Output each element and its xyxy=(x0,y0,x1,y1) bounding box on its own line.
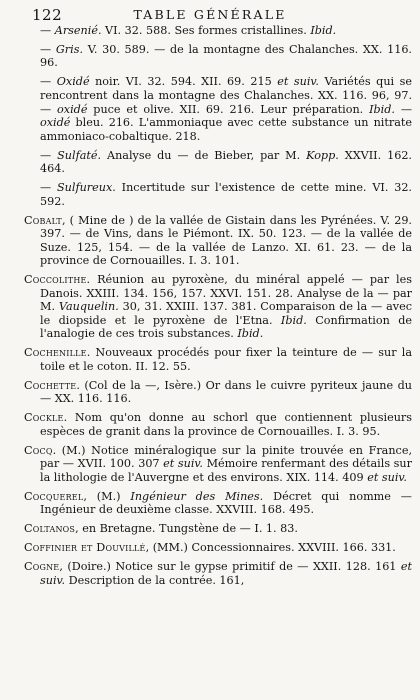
entry-headword: Cocquerel xyxy=(24,489,84,503)
index-entry xyxy=(24,379,412,406)
index-subentry xyxy=(24,24,412,38)
entry-text: . (Col de la —, Isère.) Or dans le cuivre pyriteux jaune du — XX. 116. 116. xyxy=(40,378,412,406)
entry-text: — xyxy=(40,42,56,56)
entry-headword: Coltanos xyxy=(24,522,76,536)
entry-headword: Cochette xyxy=(24,378,77,392)
entry-text: XXVII. 162. 464. xyxy=(40,148,412,176)
entry-text: — xyxy=(40,148,58,162)
entry-text: — xyxy=(40,24,55,37)
italic-text: Vauquelin. xyxy=(58,300,119,314)
entry-text: , (Doire.) Notice sur le gypse primitif de — XXII. 128. 161 xyxy=(59,560,401,574)
italic-text: Sulfureux. xyxy=(57,181,116,195)
italic-text: et suiv. xyxy=(367,470,407,484)
entry-text: bleu. 216. L'ammoniaque avec cette substance un nitrate ammoniaco-cobaltique. 218. xyxy=(40,116,412,143)
italic-text: Arsenié. xyxy=(54,24,102,37)
entry-text: puce et olive. XII. 69. 216. Leur préparation. xyxy=(87,102,370,116)
italic-text: et suiv. xyxy=(40,560,412,587)
entry-text: V. 30. 589. — de la montagne des Chalanches. XX. 116. 96. xyxy=(40,42,412,70)
index-subentry xyxy=(24,43,412,70)
entry-headword: Coccolithe xyxy=(24,273,87,287)
entry-text: — xyxy=(40,75,57,89)
index-entry xyxy=(24,444,412,485)
entry-headword: Cocq xyxy=(24,443,53,457)
entry-text: , en Bretagne. Tungstène de — I. 1. 83. xyxy=(75,522,298,536)
italic-text: Ibid. xyxy=(310,24,337,37)
entry-text: . Nouveaux procédés pour fixer la teinture de — sur la toile et le coton. II. 12. 55. xyxy=(40,346,412,373)
page-number: 122 xyxy=(32,6,63,24)
entry-text: , (M.) xyxy=(83,489,131,503)
italic-text: oxidé xyxy=(40,116,71,130)
italic-text: Gris. xyxy=(55,42,84,56)
italic-text: et suiv. xyxy=(277,75,319,89)
entry-text: VI. 32. 588. Ses formes cristallines. xyxy=(101,24,311,37)
index-entry xyxy=(24,346,412,373)
index-entry xyxy=(24,560,412,587)
page-header xyxy=(20,4,400,24)
index-entry xyxy=(24,541,412,555)
italic-text: Sulfaté. xyxy=(57,148,102,162)
italic-text: Oxidé xyxy=(56,75,90,89)
italic-text: Ibid. xyxy=(280,313,307,327)
entry-text: , (MM.) Concessionnaires. XXVIII. 166. 331. xyxy=(145,541,396,555)
italic-text: Ingénieur des Mines. xyxy=(130,489,264,503)
italic-text: et suiv. xyxy=(163,457,203,471)
italic-text: Ibid. xyxy=(237,327,264,341)
index-subentry xyxy=(24,181,412,208)
index-entry xyxy=(24,490,412,517)
entry-text: Incertitude sur l'existence de cette mine. VI. 32. 592. xyxy=(40,181,412,208)
entry-text: Décret qui nomme — Ingénieur de deuxième classe. XXVIII. 168. 495. xyxy=(40,489,412,517)
italic-text: Ibid. xyxy=(369,102,395,116)
entry-text: Mémoire renfermant des détails sur la lithologie de l'Auvergne et des environs. XIX. 114. 409 xyxy=(40,457,412,484)
entry-text: . Nom qu'on donne au schorl que contiennent plusieurs espèces de granit dans la province de Cornouailles. I. 3. 95. xyxy=(40,411,412,438)
entry-text: — xyxy=(394,102,413,116)
index-subentry xyxy=(24,75,412,143)
index-subentry xyxy=(24,149,412,176)
italic-text: oxidé xyxy=(57,102,88,116)
entry-text: 30, 31. XXIII. 137. 381. Comparaison de la — avec le diopside et le pyroxène de l'Etna. xyxy=(40,300,412,327)
entry-text: . (M.) Notice minéralogique sur la pinite trouvée en France, par — XVII. 100. 307 xyxy=(40,443,412,471)
entry-text: noir. VI. 32. 594. XII. 69. 215 xyxy=(89,75,278,89)
entry-headword: Cockle xyxy=(24,411,64,425)
entry-headword: Cobalt xyxy=(24,213,62,227)
entry-text: . Réunion au pyroxène, du minéral appelé — par les Danois. XXIII. 134. 156, 157. XXVI. 151. 28. Analyse de la — par M. xyxy=(40,273,412,314)
italic-text: Kopp. xyxy=(306,148,339,162)
entry-headword: Coffinier et Douvillé xyxy=(24,541,146,555)
entry-text: Description de la contrée. 161, xyxy=(65,573,245,587)
running-title: TABLE GÉNÉRALE xyxy=(133,7,287,22)
entry-headword: Cogne xyxy=(24,560,60,574)
entry-text: Confirmation de l'analogie de ces trois substances. xyxy=(40,313,413,341)
entry-text: , ( Mine de ) de la vallée de Gistain dans les Pyrénées. V. 29. 397. — de Vins, dans le Piémont. IX. 50. 123. — de la vallée de Suze. 125, 154. — de la vallée de Lanzo. XI. 61. 23. — de la province de Cornouailles. I. 3. 101. xyxy=(40,213,412,268)
index-entry xyxy=(24,273,412,341)
index-entry xyxy=(24,214,412,268)
entry-text: Variétés qui se rencontrent dans la montagne des Chalanches. XX. 116. 96, 97. — xyxy=(40,75,412,116)
entry-text: Analyse du — de Bieber, par M. xyxy=(101,148,307,162)
index-entry xyxy=(24,411,412,438)
index-entries xyxy=(24,24,412,696)
entry-headword: Cochenille xyxy=(24,346,87,360)
entry-text: — xyxy=(40,181,58,195)
index-entry xyxy=(24,522,412,536)
